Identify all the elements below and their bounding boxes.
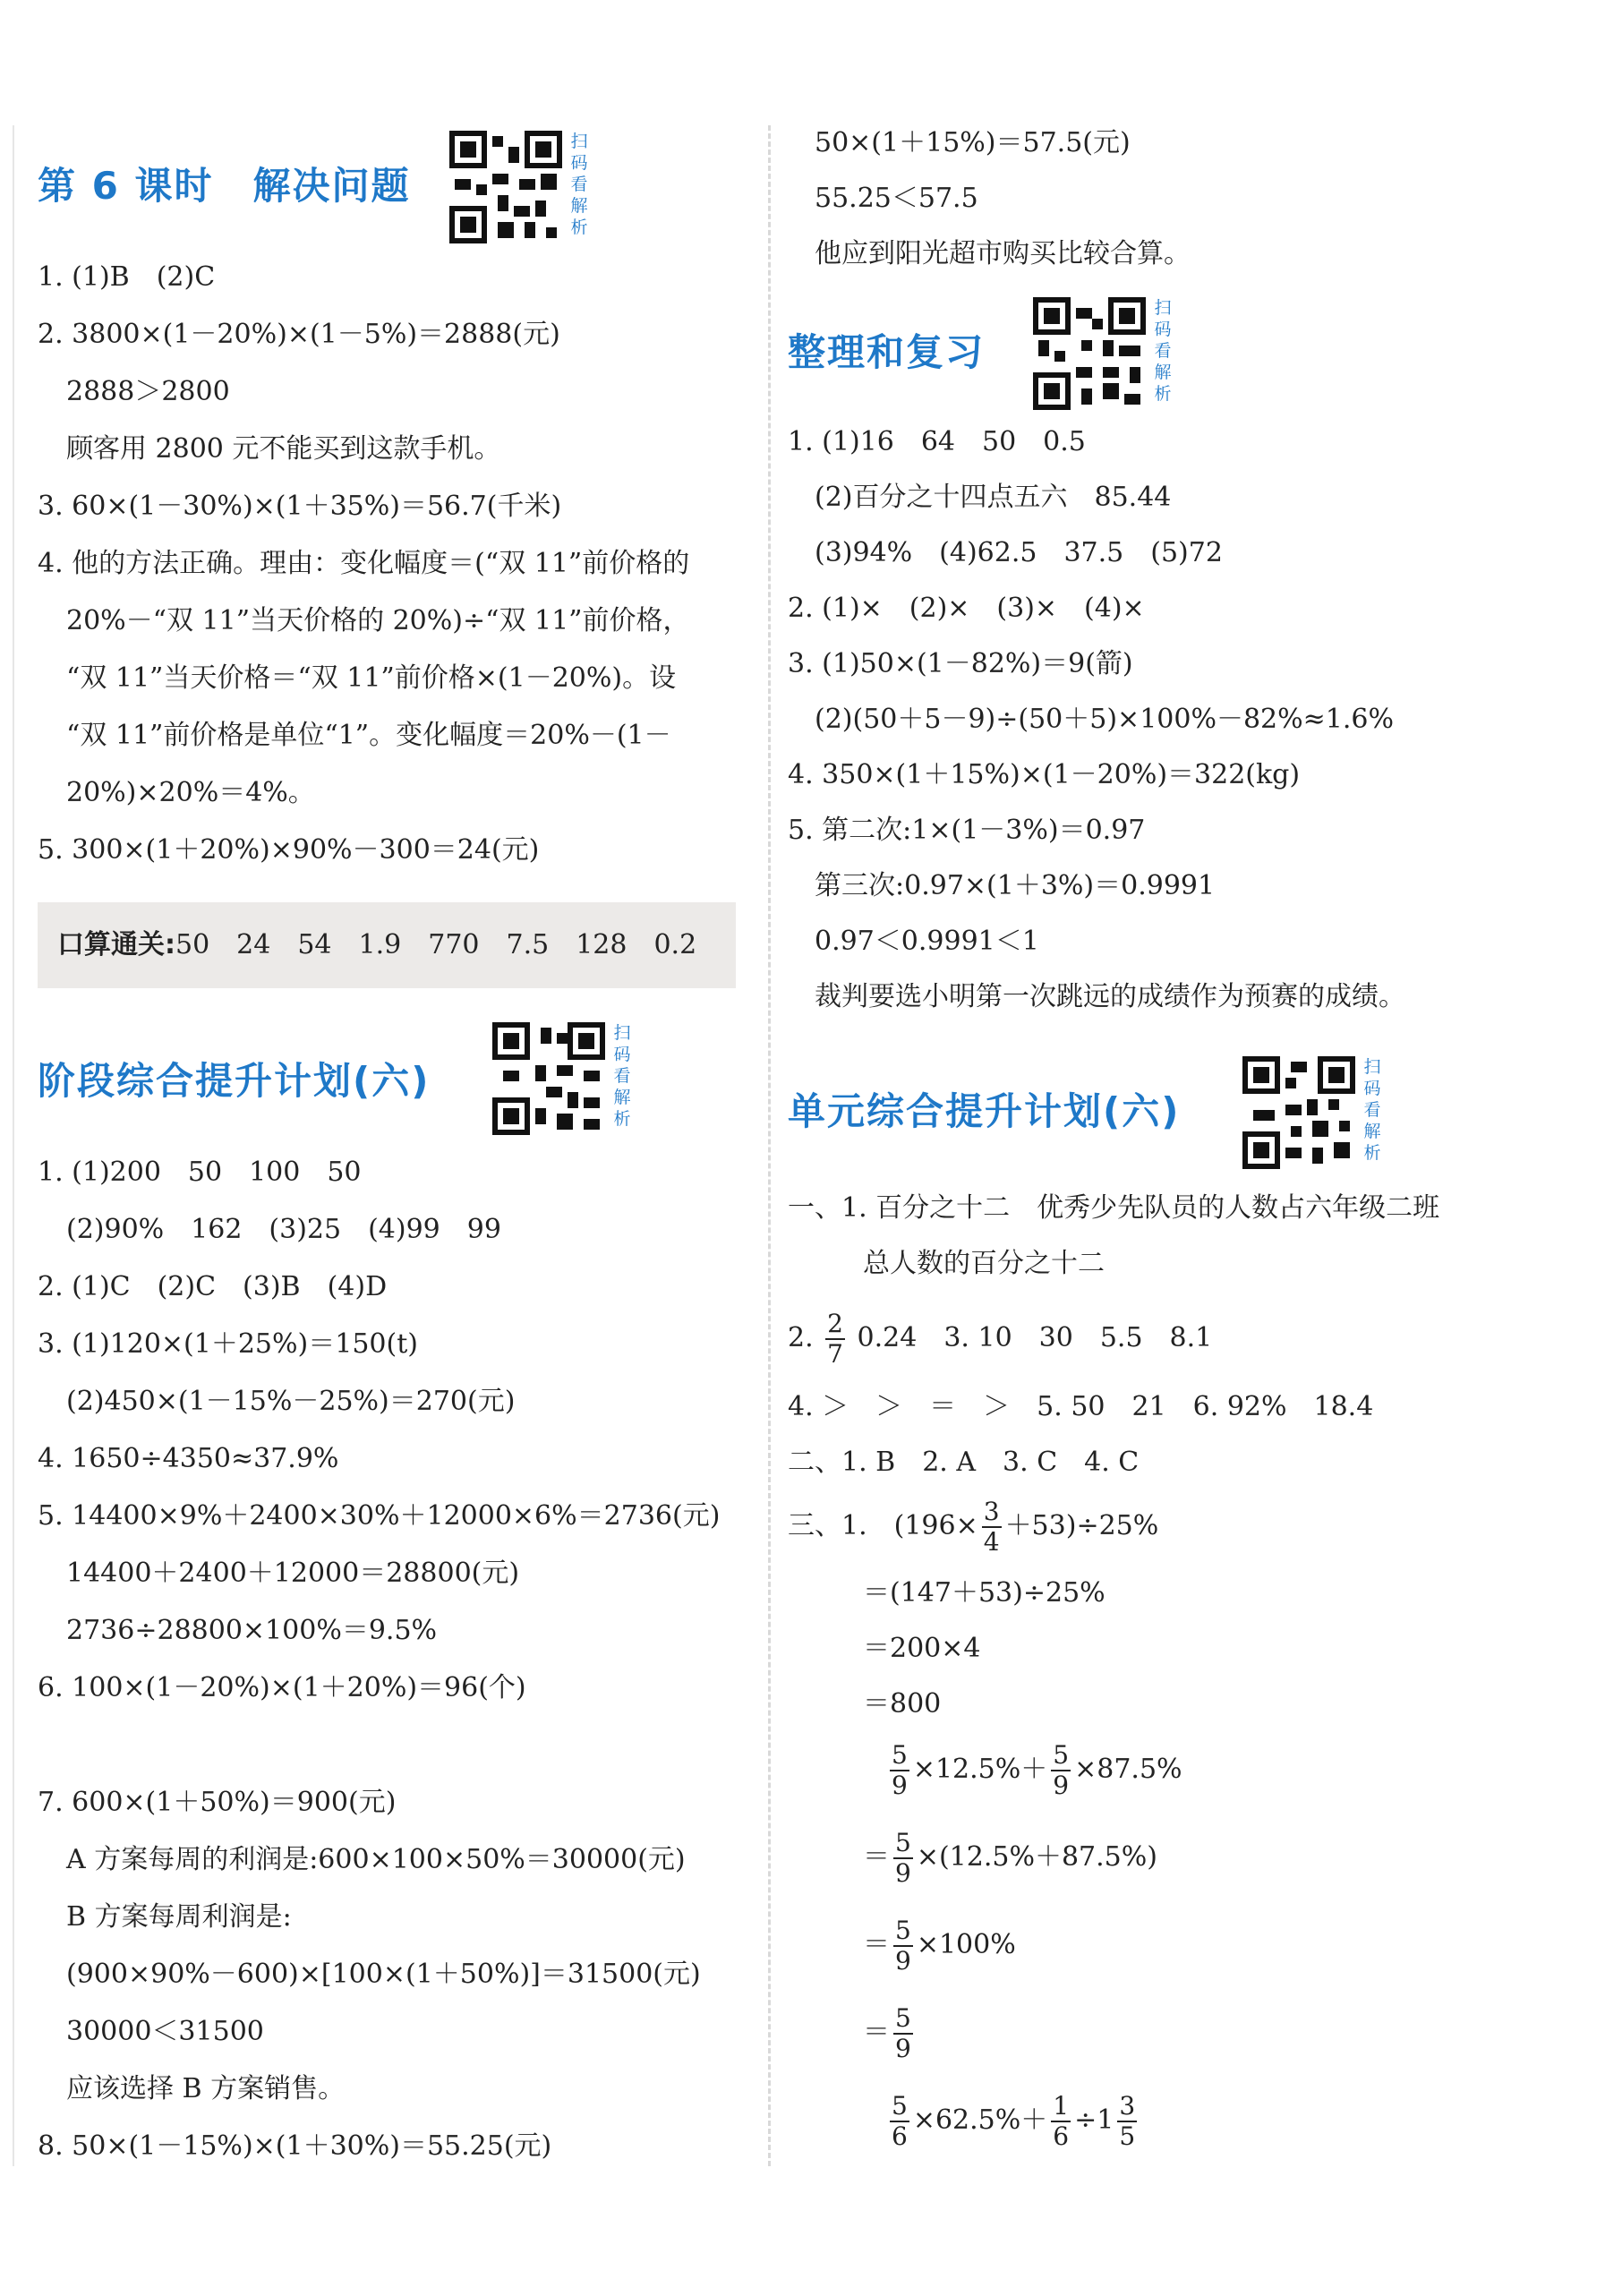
expr-text: ×(12.5%＋87.5%) xyxy=(916,1841,1157,1873)
answer-line: 二、1. B 2. A 3. C 4. C xyxy=(788,1447,1140,1478)
answer-line: 顾客用 2800 元不能买到这款手机。 xyxy=(66,433,501,465)
answer-line: ＝800 xyxy=(863,1688,942,1720)
numerator: 5 xyxy=(895,2003,911,2033)
answer-line: 0.97＜0.9991＜1 xyxy=(815,926,1039,957)
answer-line: 14400＋2400＋12000＝28800(元) xyxy=(66,1558,520,1589)
expr-text: ×12.5%＋ xyxy=(912,1754,1048,1785)
item-number: 2. xyxy=(788,1322,814,1353)
fraction xyxy=(890,2092,909,2151)
qr-caption: 扫码看解析 xyxy=(613,1023,631,1129)
answer-line-fraction xyxy=(863,1824,1157,1891)
denominator: 9 xyxy=(1053,1771,1070,1800)
fraction xyxy=(893,1829,913,1888)
answer-line: 1. (1)B (2)C xyxy=(38,261,216,293)
answer-line: (2)450×(1－15%－25%)＝270(元) xyxy=(66,1386,516,1417)
expr-text: ×100% xyxy=(916,1929,1016,1960)
denominator: 9 xyxy=(895,2034,911,2063)
answer-line: 4. ＞ ＞ ＝ ＞ 5. 50 21 6. 92% 18.4 xyxy=(788,1391,1374,1422)
qr-code-icon[interactable] xyxy=(449,131,562,243)
denominator: 9 xyxy=(892,1771,908,1800)
answer-line-fraction xyxy=(886,1737,1182,1803)
answer-line: 2888＞2800 xyxy=(66,376,230,407)
answer-line: (3)94% (4)62.5 37.5 (5)72 xyxy=(815,537,1223,568)
expr-text: ×87.5% xyxy=(1074,1754,1182,1785)
expr-text: ÷1 xyxy=(1074,2104,1114,2136)
equals: ＝ xyxy=(863,1841,890,1873)
answer-line: 1. (1)16 64 50 0.5 xyxy=(788,426,1086,457)
qr-caption: 扫码看解析 xyxy=(570,132,588,237)
answer-text: 0.24 3. 10 30 5.5 8.1 xyxy=(857,1322,1213,1353)
answer-line: 2. 3800×(1－20%)×(1－5%)＝2888(元) xyxy=(38,319,560,350)
answer-line: 6. 100×(1－20%)×(1＋20%)＝96(个) xyxy=(38,1672,526,1703)
answer-line: “双 11”当天价格＝“双 11”前价格×(1－20%)。设 xyxy=(66,662,677,694)
oral-calc-values: 50 24 54 1.9 770 7.5 128 0.2 xyxy=(175,929,697,960)
left-margin-rule xyxy=(13,125,14,2166)
answer-line: ＝(147＋53)÷25% xyxy=(863,1577,1106,1609)
qr-code-icon[interactable] xyxy=(1033,297,1146,410)
answer-line: 8. 50×(1－15%)×(1＋30%)＝55.25(元) xyxy=(38,2130,552,2162)
fraction xyxy=(1117,2092,1137,2151)
answer-line: 1. (1)200 50 100 50 xyxy=(38,1157,362,1188)
answer-line: 55.25＜57.5 xyxy=(815,183,978,214)
denominator: 7 xyxy=(827,1339,843,1369)
numerator: 5 xyxy=(895,1828,911,1857)
section-title-unit-plan: 单元综合提升计划(六) xyxy=(788,1089,1181,1133)
expr-text: ×62.5%＋ xyxy=(912,2104,1048,2136)
answer-line: 4. 他的方法正确。理由：变化幅度＝(“双 11”前价格的 xyxy=(38,548,690,579)
numerator: 3 xyxy=(983,1497,1000,1526)
answer-line: 2. (1)× (2)× (3)× (4)× xyxy=(788,593,1145,624)
answer-line: 一、1. 百分之十二 优秀少先队员的人数占六年级二班 xyxy=(788,1192,1440,1224)
fraction xyxy=(890,1741,909,1800)
qr-caption: 扫码看解析 xyxy=(1154,298,1172,404)
denominator: 4 xyxy=(983,1527,1000,1557)
fraction xyxy=(982,1498,1002,1557)
qr-caption: 扫码看解析 xyxy=(1363,1057,1381,1163)
answer-line: “双 11”前价格是单位“1”。变化幅度＝20%－(1－ xyxy=(66,720,671,751)
answer-line: 裁判要选小明第一次跳远的成绩作为预赛的成绩。 xyxy=(815,981,1405,1012)
answer-line: 总人数的百分之十二 xyxy=(863,1248,1105,1279)
answer-line: A 方案每周的利润是:600×100×50%＝30000(元) xyxy=(66,1844,686,1875)
answer-line: 5. 300×(1＋20%)×90%－300＝24(元) xyxy=(38,834,540,866)
equals: ＝ xyxy=(863,2017,890,2048)
answer-line: 第三次:0.97×(1＋3%)＝0.9991 xyxy=(815,870,1216,901)
denominator: 9 xyxy=(895,1946,911,1976)
fraction xyxy=(1051,1741,1071,1800)
answer-line: ＝200×4 xyxy=(863,1633,981,1664)
numerator: 3 xyxy=(1119,2091,1136,2121)
answer-line: 7. 600×(1＋50%)＝900(元) xyxy=(38,1787,397,1818)
numerator: 5 xyxy=(1053,1740,1070,1770)
answer-line-fraction xyxy=(863,2000,917,2066)
section-title-stage-plan: 阶段综合提升计划(六) xyxy=(38,1059,431,1103)
denominator: 6 xyxy=(1053,2121,1070,2151)
answer-line: 5. 第二次:1×(1－3%)＝0.97 xyxy=(788,815,1146,846)
answer-line: 5. 14400×9%＋2400×30%＋12000×6%＝2736(元) xyxy=(38,1500,721,1532)
qr-code-icon[interactable] xyxy=(492,1022,605,1135)
answer-line-fraction xyxy=(886,2087,1140,2154)
denominator: 6 xyxy=(892,2121,908,2151)
oral-calc-box xyxy=(38,902,736,988)
answer-line: 他应到阳光超市购买比较合算。 xyxy=(815,238,1191,269)
answer-line: 30000＜31500 xyxy=(66,2016,264,2047)
numerator: 5 xyxy=(895,1916,911,1945)
answer-line: 20%－“双 11”当天价格的 20%)÷“双 11”前价格， xyxy=(66,605,690,636)
answer-line: 4. 350×(1＋15%)×(1－20%)＝322(kg) xyxy=(788,759,1301,790)
column-divider xyxy=(768,125,771,2166)
numerator: 5 xyxy=(892,2091,908,2121)
fraction xyxy=(893,1916,913,1976)
answer-line: 3. 60×(1－30%)×(1＋35%)＝56.7(千米) xyxy=(38,491,562,522)
expr-text: 三、1. (196× xyxy=(788,1510,978,1541)
numerator: 2 xyxy=(827,1309,843,1338)
fraction xyxy=(1051,2092,1071,2151)
answer-line: 4. 1650÷4350≈37.9% xyxy=(38,1443,339,1474)
answer-line: (900×90%－600)×[100×(1＋50%)]＝31500(元) xyxy=(66,1959,701,1990)
fraction xyxy=(893,2004,913,2063)
oral-calc-text xyxy=(57,927,696,963)
answer-line: (2)90% 162 (3)25 (4)99 99 xyxy=(66,1214,501,1245)
denominator: 5 xyxy=(1119,2121,1136,2151)
answer-line: 20%)×20%＝4%。 xyxy=(66,777,315,808)
denominator: 9 xyxy=(895,1858,911,1888)
answer-line: 3. (1)50×(1－82%)＝9(箭) xyxy=(788,648,1133,679)
answer-line: (2)(50＋5－9)÷(50＋5)×100%－82%≈1.6% xyxy=(815,704,1394,735)
answer-line: B 方案每周利润是: xyxy=(66,1901,292,1933)
numerator: 1 xyxy=(1053,2091,1070,2121)
answer-line: 应该选择 B 方案销售。 xyxy=(66,2073,346,2104)
answer-line-fraction xyxy=(788,1305,1212,1371)
answer-line: 2736÷28800×100%＝9.5% xyxy=(66,1615,438,1646)
expr-text: ＋53)÷25% xyxy=(1004,1510,1159,1541)
answer-line: (2)百分之十四点五六 85.44 xyxy=(815,482,1172,513)
section-title-lesson6: 第 6 课时 解决问题 xyxy=(38,164,411,208)
section-title-review: 整理和复习 xyxy=(788,330,986,374)
numerator: 5 xyxy=(892,1740,908,1770)
qr-code-icon[interactable] xyxy=(1242,1056,1355,1169)
answer-line: 50×(1＋15%)＝57.5(元) xyxy=(815,127,1131,158)
answer-line: 2. (1)C (2)C (3)B (4)D xyxy=(38,1271,388,1302)
answer-line: 3. (1)120×(1＋25%)＝150(t) xyxy=(38,1328,418,1360)
fraction xyxy=(825,1310,845,1369)
oral-calc-label: 口算通关: xyxy=(57,929,175,960)
equals: ＝ xyxy=(863,1929,890,1960)
answer-line-fraction xyxy=(788,1493,1158,1559)
answer-line-fraction xyxy=(863,1912,1016,1978)
